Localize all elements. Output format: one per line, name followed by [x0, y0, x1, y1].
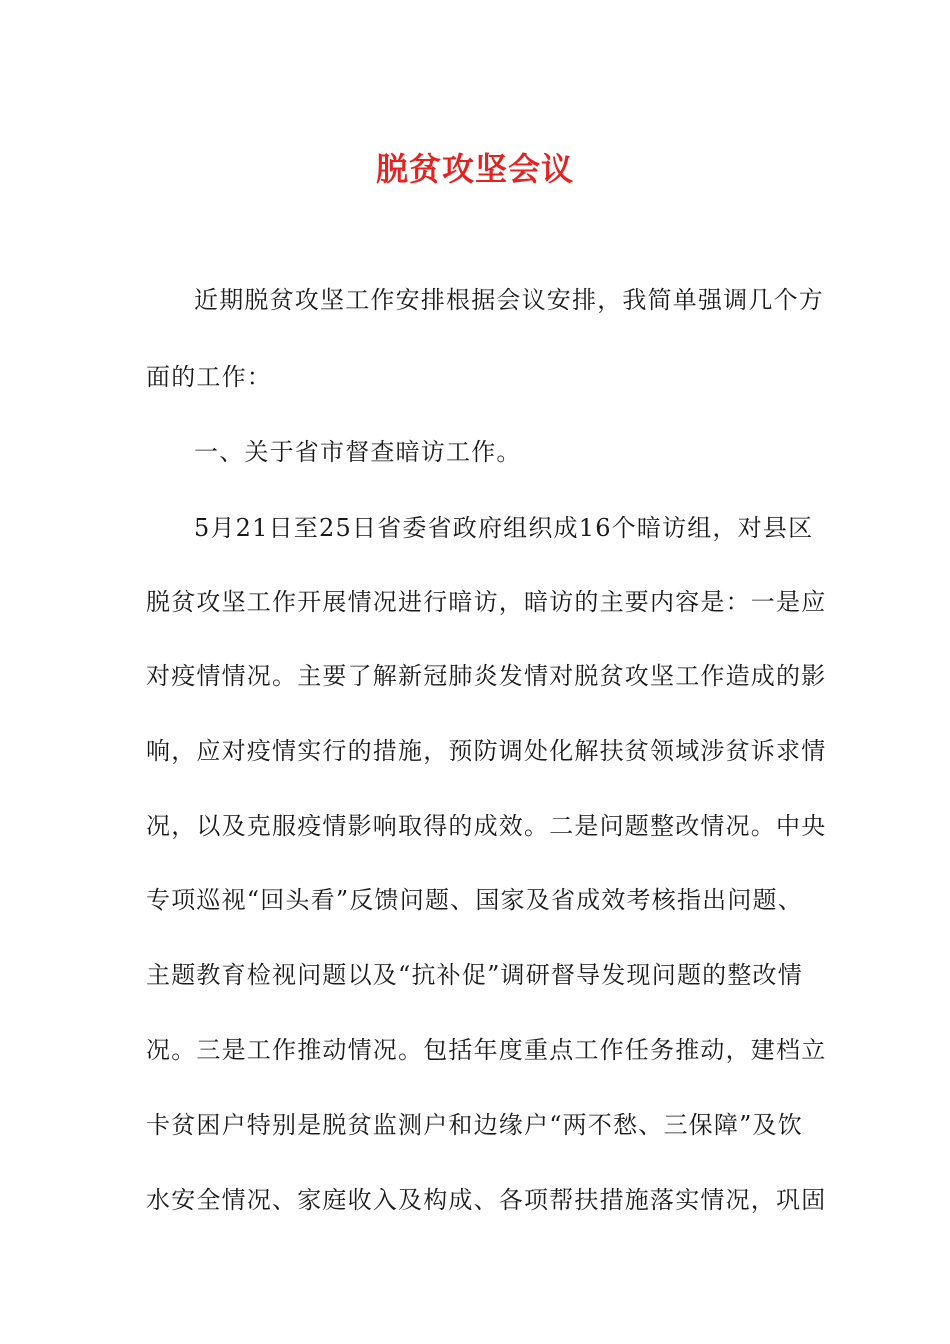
paragraph-line: 脱贫攻坚工作开展情况进行暗访，暗访的主要内容是：一是应 — [146, 588, 827, 616]
paragraph-line: 对疫情情况。主要了解新冠肺炎发情对脱贫攻坚工作造成的影 — [146, 662, 827, 690]
paragraph-line: 5月21日至25日省委省政府组织成16个暗访组，对县区 — [194, 514, 814, 542]
document-title: 脱贫攻坚会议 — [375, 150, 574, 188]
paragraph-line: 况，以及克服疫情影响取得的成效。二是问题整改情况。中央 — [146, 812, 827, 840]
paragraph-line: 主题教育检视问题以及“抗补促”调研督导发现问题的整改情 — [146, 961, 803, 989]
paragraph-line: 水安全情况、家庭收入及构成、各项帮扶措施落实情况，巩固 — [146, 1186, 827, 1214]
section-heading: 一、关于省市督查暗访工作。 — [194, 438, 522, 466]
paragraph-line: 卡贫困户特别是脱贫监测户和边缘户“两不愁、三保障”及饮 — [146, 1111, 803, 1139]
paragraph-line: 况。三是工作推动情况。包括年度重点工作任务推动，建档立 — [146, 1036, 827, 1064]
paragraph-line: 近期脱贫攻坚工作安排根据会议安排，我简单强调几个方 — [194, 286, 824, 314]
paragraph-line: 面的工作： — [146, 363, 272, 391]
paragraph-line: 专项巡视“回头看”反馈问题、国家及省成效考核指出问题、 — [146, 886, 803, 914]
paragraph-line: 响，应对疫情实行的措施，预防调处化解扶贫领域涉贫诉求情 — [146, 737, 827, 765]
